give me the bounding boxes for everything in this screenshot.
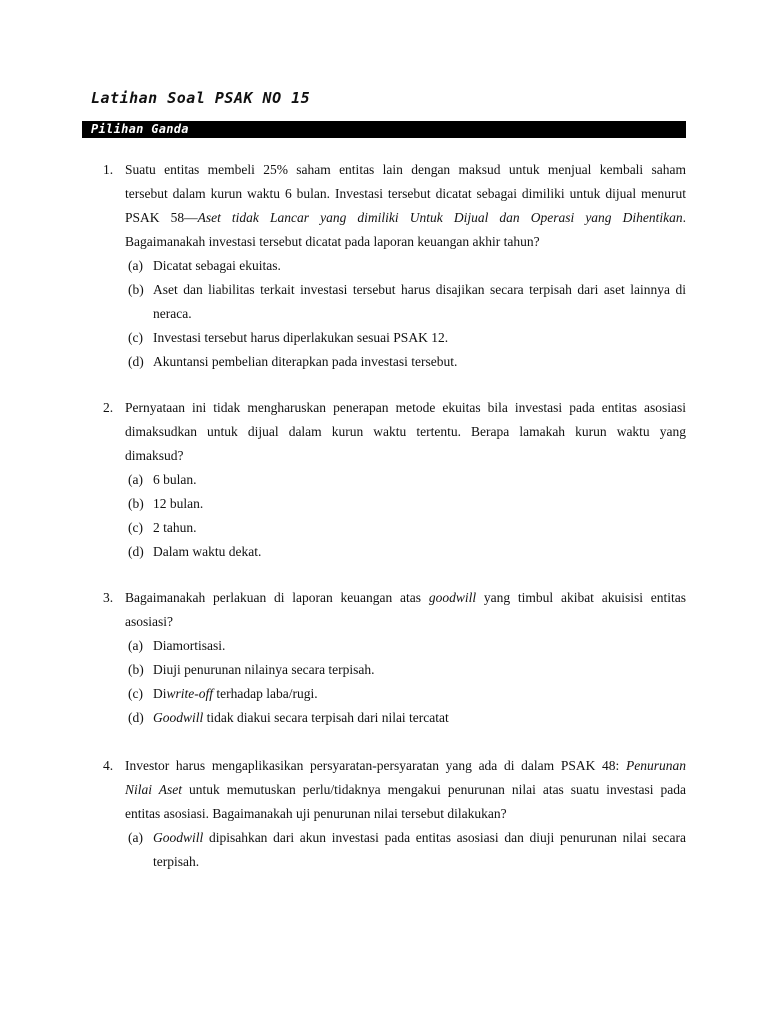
answer-option [128, 468, 686, 492]
question-text [125, 586, 686, 634]
question-number: 4. [103, 758, 114, 773]
option-text [153, 278, 686, 326]
answer-option [128, 826, 686, 874]
answer-option [128, 540, 686, 564]
answer-option [128, 254, 686, 278]
option-text-line: 6 bulan. [153, 472, 197, 487]
option-label: (a) [128, 830, 143, 845]
question-text-line: asosiasi? [125, 614, 173, 629]
answer-option [128, 492, 686, 516]
option-label: (c) [128, 686, 143, 701]
text-segment: terhadap laba/rugi. [213, 686, 318, 701]
text-segment: Bagaimanakah perlakuan di laporan keuangan atas [125, 590, 429, 605]
option-text [153, 254, 686, 278]
option-text-line [153, 826, 686, 850]
text-segment: . [682, 210, 687, 225]
answer-option [128, 658, 686, 682]
question-text [125, 754, 686, 826]
answer-option [128, 516, 686, 540]
text-segment: yang timbul akibat akuisisi entitas [476, 590, 686, 605]
question-text-line: Pernyataan ini tidak mengharuskan penerapan metode ekuitas bila investasi pada entitas asosiasi [125, 400, 686, 415]
option-label: (a) [128, 638, 143, 653]
question-text [125, 396, 686, 468]
answer-option [128, 350, 686, 374]
question-text-line [125, 586, 686, 610]
italic-term: Nilai Aset [125, 782, 182, 797]
italic-term: Goodwill [153, 710, 204, 725]
text-segment: untuk memutuskan perlu/tidaknya mengakui penurunan nilai atas suatu investasi pada [182, 782, 686, 797]
document-title: Latihan Soal PSAK NO 15 [91, 89, 311, 107]
answer-option [128, 278, 686, 326]
question-text-line: Suatu entitas membeli 25% saham entitas lain dengan maksud untuk menjual kembali saham [125, 162, 686, 177]
section-header-bar [82, 121, 686, 138]
text-segment: Investor harus mengaplikasikan persyaratan-persyaratan yang ada di dalam PSAK 48: [125, 758, 626, 773]
option-text [153, 350, 686, 374]
option-label: (b) [128, 282, 144, 297]
option-text-line: 12 bulan. [153, 496, 204, 511]
answer-options [128, 468, 686, 564]
text-segment: Di [153, 686, 167, 701]
text-segment: dipisahkan dari akun investasi pada entitas asosiasi dan diuji penurunan nilai secara [203, 830, 686, 845]
section-title: Pilihan Ganda [91, 122, 189, 136]
option-text [153, 468, 686, 492]
option-text [153, 658, 686, 682]
option-label: (c) [128, 330, 143, 345]
question-text-line [125, 206, 686, 230]
option-text-line: terpisah. [153, 854, 200, 869]
option-label: (d) [128, 710, 144, 725]
question-text-line [125, 754, 686, 778]
question-text-line: entitas asosiasi. Bagaimanakah uji penurunan nilai tersebut dilakukan? [125, 806, 507, 821]
text-segment: PSAK 58— [125, 210, 198, 225]
option-label: (d) [128, 544, 144, 559]
answer-option [128, 682, 686, 706]
option-text-line: Diuji penurunan nilainya secara terpisah. [153, 662, 375, 677]
option-text-line: neraca. [153, 306, 192, 321]
option-text-line: Investasi tersebut harus diperlakukan sesuai PSAK 12. [153, 330, 449, 345]
option-text-line: Akuntansi pembelian diterapkan pada investasi tersebut. [153, 354, 458, 369]
option-text-line: Dalam waktu dekat. [153, 544, 262, 559]
option-text-line: 2 tahun. [153, 520, 197, 535]
text-segment: tidak diakui secara terpisah dari nilai tercatat [203, 710, 449, 725]
option-text [153, 326, 686, 350]
italic-term: goodwill [428, 590, 477, 605]
italic-term: write-off [166, 686, 213, 701]
question-text-line [125, 778, 686, 802]
question-text-line: Bagaimanakah investasi tersebut dicatat pada laporan keuangan akhir tahun? [125, 234, 540, 249]
option-label: (b) [128, 662, 144, 677]
option-text-line: Aset dan liabilitas terkait investasi tersebut harus disajikan secara terpisah dari aset lainnya di [153, 282, 686, 297]
question-number: 3. [103, 590, 114, 605]
option-text-line [153, 682, 686, 706]
question-text-line: dimaksud? [125, 448, 184, 463]
answer-option [128, 706, 686, 730]
option-text [153, 492, 686, 516]
option-text-line: Dicatat sebagai ekuitas. [153, 258, 281, 273]
answer-option [128, 634, 686, 658]
answer-options [128, 634, 686, 730]
italic-term: Penurunan [626, 758, 686, 773]
question-number: 1. [103, 162, 114, 177]
option-text [153, 706, 686, 730]
question-text [125, 158, 686, 254]
option-text-line: Diamortisasi. [153, 638, 226, 653]
question-text-line: dimaksudkan untuk dijual dalam kurun waktu tertentu. Berapa lamakah kurun waktu yang [125, 424, 686, 439]
option-text-line [153, 706, 686, 730]
option-text [153, 682, 686, 706]
option-text [153, 826, 686, 874]
option-text [153, 516, 686, 540]
italic-term: Goodwill [153, 830, 204, 845]
option-label: (b) [128, 496, 144, 511]
question-text-line: tersebut dalam kurun waktu 6 bulan. Investasi tersebut dicatat sebagai dimiliki untuk dijual menurut [125, 186, 686, 201]
answer-options [128, 254, 686, 374]
option-label: (a) [128, 258, 143, 273]
option-text [153, 634, 686, 658]
option-label: (a) [128, 472, 143, 487]
option-label: (d) [128, 354, 144, 369]
answer-options [128, 826, 686, 874]
italic-term: Aset tidak Lancar yang dimiliki Untuk Dijual dan Operasi yang Dihentikan [197, 210, 683, 225]
option-text [153, 540, 686, 564]
question-number: 2. [103, 400, 114, 415]
answer-option [128, 326, 686, 350]
option-label: (c) [128, 520, 143, 535]
